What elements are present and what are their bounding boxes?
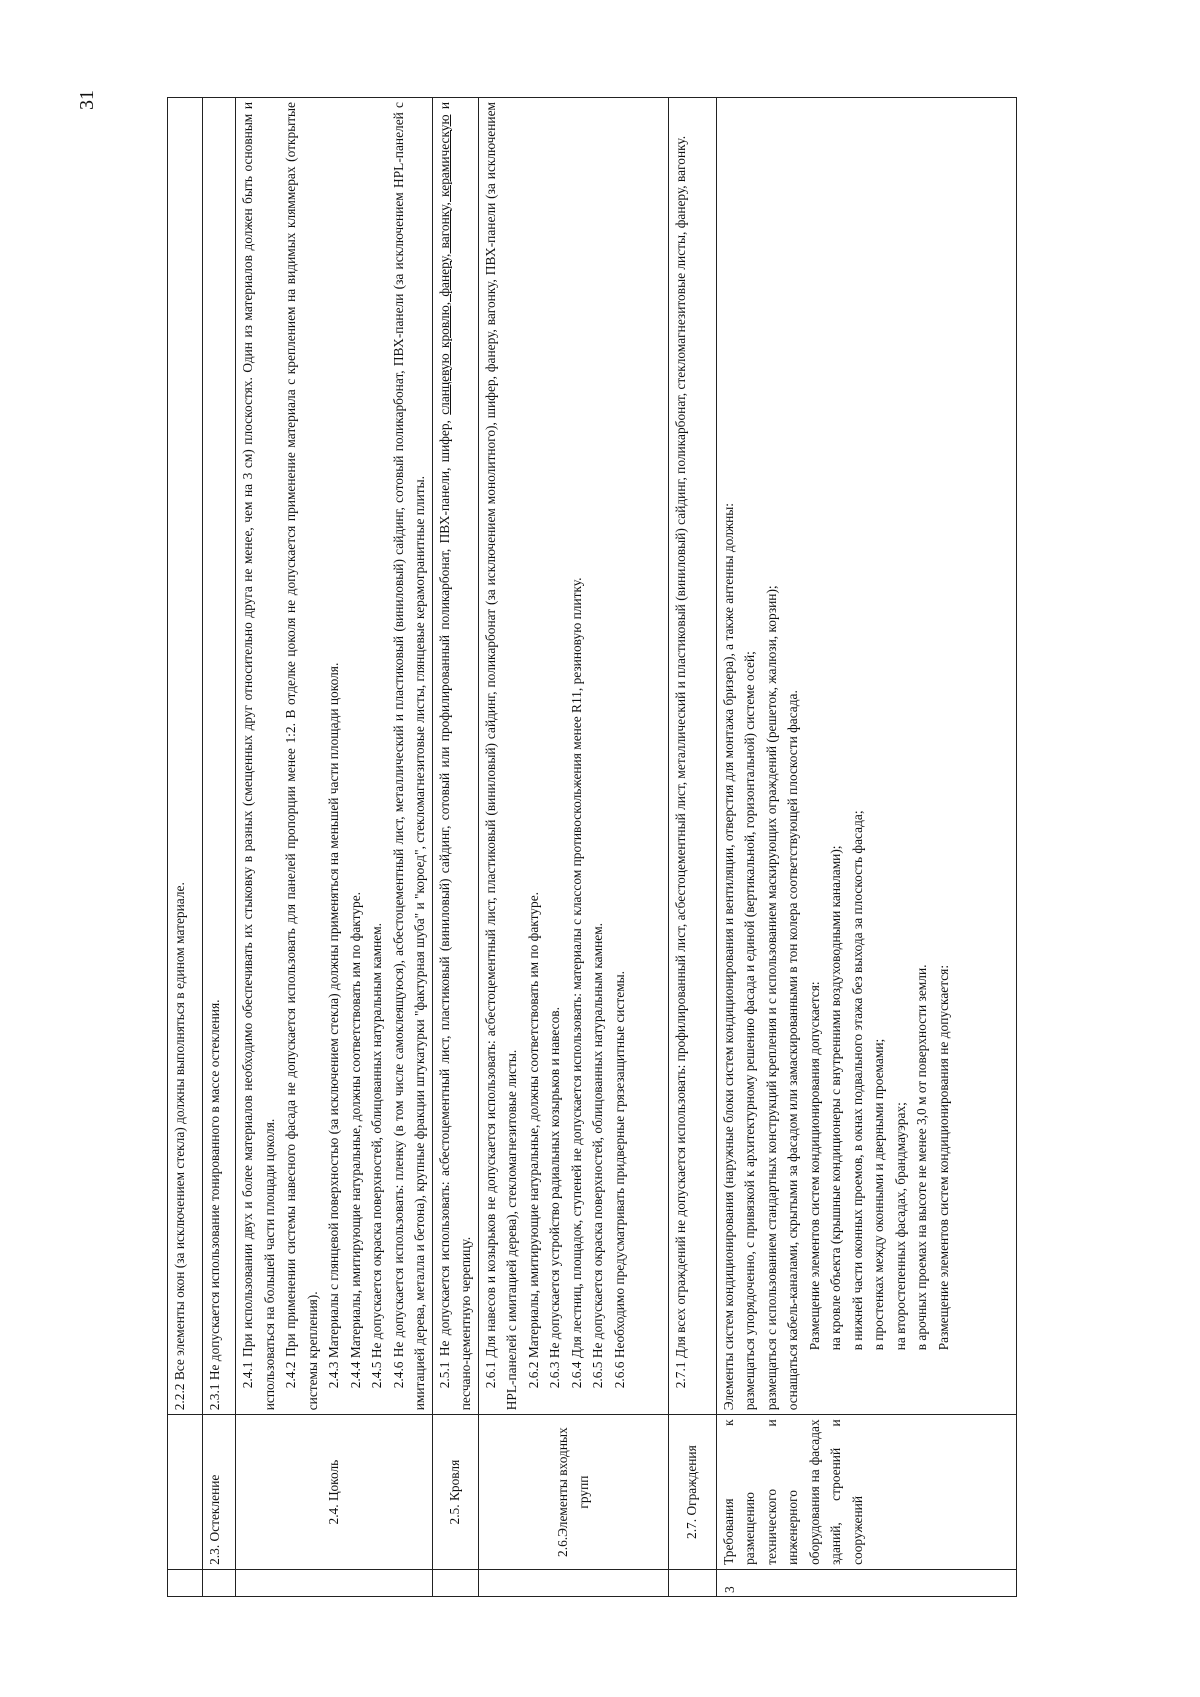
paragraph: 2.4.1 При использовании двух и более материалов необходимо обеспечивать их стыковку в разных (смещенных друг относительно друга не менее, чем на 3 см) плоскостях. Один из материалов должен быть основным и использоваться на большей части площади цоколя. (240, 102, 277, 1411)
table-row (478, 98, 668, 1597)
paragraph: размещаться с использованием стандартных конструкций крепления и с использованием маскирующих ограждений (решеток, жалюзи, корзин); (763, 585, 779, 1411)
list-item: в нижней части оконных проемов, в окнах подвального этажа без выхода за плоскость фасада; (849, 810, 865, 1351)
table-row (236, 98, 433, 1597)
section-cell: Требования к размещению технического и инженерного оборудования на фасадах зданий, строений и сооружений (716, 1415, 1016, 1570)
paragraph: 2.6.5 Не допускается окраска поверхностей, облицованных натуральным камнем. (590, 922, 605, 1389)
paragraph: 2.4.4 Материалы, имитирующие натуральные, должны соответствовать им по фактуре. (347, 892, 363, 1389)
table-row (716, 98, 1016, 1597)
list-item: в простенках между оконными и дверными проемами; (871, 1038, 886, 1351)
list-item: в арочных проемах на высоте не менее 3,0 м от поверхности земли. (914, 964, 929, 1351)
paragraph: 2.7.1 Для всех ограждений не допускается использовать: профилированный лист, асбестоцементный лист, металлический и пластиковый (виниловый) сайдинг, поликарбонат, стекломагнезитовые листы, фанеру, вагонку. (672, 135, 688, 1389)
paragraph: 2.4.2 При применении системы навесного фасада не допускается использовать для панелей пропорции менее 1:2. В отделке цоколя не допускается применение материала с креплением на видимых кляммерах (открытые системы крепления). (283, 102, 320, 1411)
section-cell (168, 1415, 203, 1570)
content-cell: 2.2.2 Все элементы окон (за исключением стекла) должны выполняться в едином материале. (168, 98, 203, 1415)
section-cell: 2.5. Кровля (432, 1415, 478, 1570)
content-cell (236, 98, 433, 1415)
paragraph: Элементы систем кондиционирования (наружные блоки систем кондиционирования и вентиляции, отверстия для монтажа бризера), а также антенны должны: (720, 502, 736, 1411)
paragraph: 2.6.3 Не допускается устройство радиальных козырьков и навесов. (547, 1007, 562, 1389)
list-item: на второстепенных фасадах, брандмауэрах; (892, 1102, 908, 1351)
paragraph: Размещение элементов систем кондиционирования допускается: (806, 981, 822, 1351)
content-cell (478, 98, 668, 1415)
content-cell (432, 98, 478, 1415)
paragraph: 2.5.1 Не допускается использовать: асбестоцементный лист, пластиковый (виниловый) сайдинг, сотовый или профилированный поликарбонат, ПВХ-панели, шифер, сланцевую кровлю, фанеру, вагонку, керамическую и песчано-цементную черепицу. (436, 102, 473, 1411)
paragraph: Размещение элементов систем кондиционирования не допускается: (935, 964, 951, 1351)
list-item: на кровле объекта (крышные кондиционеры с внутренними воздуховодными каналами); (828, 845, 843, 1351)
paragraph: 2.6.2 Материалы, имитирующие натуральные, должны соответствовать им по фактуре. (525, 892, 541, 1389)
paragraph: размещаться упорядоченно, с привязкой к архитектурному решению фасада и единой (вертикальной, горизонтальной) системе осей; (742, 651, 757, 1411)
paragraph: 2.6.6 Необходимо предусматривать придверные грязезащитные системы. (611, 970, 627, 1389)
content-cell (668, 98, 716, 1415)
paragraph: 2.6.4 Для лестниц, площадок, ступеней не допускается использовать: материалы с классом противоскольжения менее R11, резиновую плитку. (568, 577, 584, 1389)
section-cell: 2.4. Цоколь (236, 1415, 433, 1570)
row-number-cell (168, 1569, 203, 1596)
section-cell: 2.6.Элементы входных групп (478, 1415, 668, 1570)
paragraph: оснащаться кабель-каналами, скрытыми за фасадом или замаскированными в тон колера соответствующей плоскости фасада. (785, 690, 800, 1411)
row-number-cell: 3 (716, 1569, 1016, 1596)
section-cell: 2.7. Ограждения (668, 1415, 716, 1570)
table-row (203, 98, 236, 1597)
section-cell: 2.3. Остекление (203, 1415, 236, 1570)
table-row (432, 98, 478, 1597)
requirements-table (167, 97, 1017, 1597)
paragraph: 2.4.5 Не допускается окраска поверхностей, облицованных натуральным камнем. (369, 922, 384, 1389)
paragraph: 2.6.1 Для навесов и козырьков не допускается использовать: асбестоцементный лист, пластиковый (виниловый) сайдинг, поликарбонат (за исключением монолитного), шифер, фанеру, вагонку, ПВХ-панели (за исключением HPL-панелей с имитацией дерева), стекломагнезитовые листы. (482, 102, 519, 1411)
page-number: 31 (76, 90, 98, 110)
table-row (668, 98, 716, 1597)
paragraph: 2.4.3 Материалы с глянцевой поверхностью (за исключением стекла) должны применяться на меньшей части площади цоколя. (326, 662, 341, 1389)
rotated-page-content (167, 97, 1200, 1597)
paragraph: 2.4.6 Не допускается использовать: пленку (в том числе самоклеящуюся), асбестоцементный лист, металлический и пластиковый (виниловый) сайдинг, сотовый поликарбонат, ПВХ-панели (за исключением HPL-панелей с имитацией дерева, металла и бетона), крупные фракции штукатурки "фактурная шуба" и "короед", стекломагнезитовые листы, глянцевые керамогранитные плиты. (390, 102, 427, 1411)
content-cell (716, 98, 1016, 1415)
table-row (168, 98, 203, 1597)
content-cell: 2.3.1 Не допускается использование тонированного в массе остекления. (203, 98, 236, 1415)
